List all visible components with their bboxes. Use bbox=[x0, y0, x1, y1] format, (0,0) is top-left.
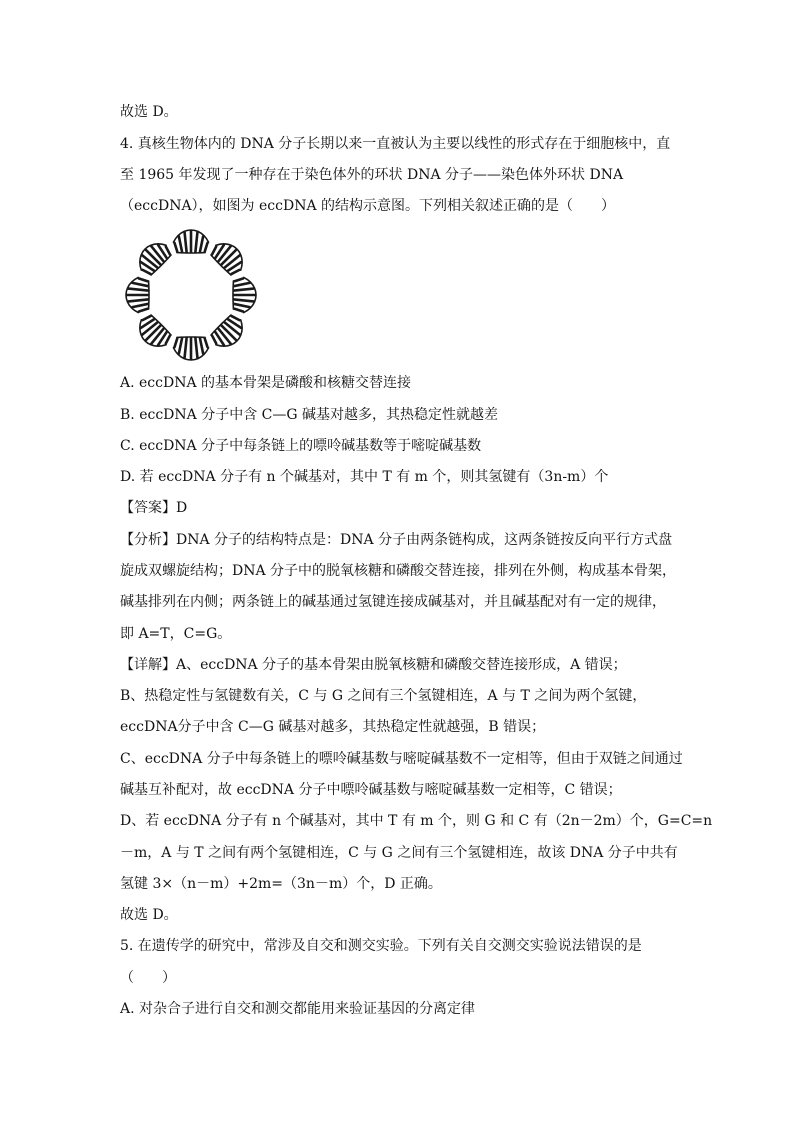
base-pair-rung bbox=[234, 289, 254, 291]
text-line: （ ） bbox=[120, 970, 176, 986]
base-pair-rung bbox=[205, 339, 208, 347]
text-line: 碱基互补配对，故 eccDNA 分子中嘌呤碱基数与嘧啶碱基数一定相等，C 错误； bbox=[120, 782, 622, 798]
option-a: A. 对杂合子进行自交和测交都能用来验证基因的分离定律 bbox=[120, 1001, 476, 1017]
text-line: B、热稳定性与氢键数有关，C 与 G 之间有三个氢键相连，A 与 T 之间为两个氢键， bbox=[120, 688, 647, 704]
text-line: 氢键 3×（n－m）+2m=（3n－m）个，D 正确。 bbox=[120, 876, 442, 892]
text-line: D、若 eccDNA 分子有 n 个碱基对，其中 T 有 m 个，则 G 和 C 有（2n－2m）个，G=C=n bbox=[120, 813, 713, 829]
base-pair-rung bbox=[139, 279, 147, 282]
base-pair-rung bbox=[232, 316, 240, 320]
base-pair-rung bbox=[221, 250, 236, 265]
base-pair-rung bbox=[212, 336, 216, 344]
analysis-line: 【分析】DNA 分子的结构特点是：DNA 分子由两条链构成，这两条链按反向平行方式盘 bbox=[120, 532, 673, 548]
text-line: －m，A 与 T 之间有两个氢键相连，C 与 G 之间有三个氢键相连，故该 DNA 分子中共有 bbox=[120, 845, 678, 861]
base-pair-rung bbox=[128, 299, 148, 301]
text-line: eccDNA分子中含 C—G 碱基对越多，其热稳定性就越强，B 错误； bbox=[120, 719, 546, 735]
option-a: A. eccDNA 的基本骨架是磷酸和核糖交替连接 bbox=[120, 375, 412, 391]
base-pair-rung bbox=[234, 304, 249, 307]
text-line: C、eccDNA 分子中每条链上的嘌呤碱基数与嘧啶碱基数不一定相等，但由于双链之间通过 bbox=[120, 751, 683, 767]
base-pair-rung bbox=[212, 247, 216, 255]
option-c: C. eccDNA 分子中每条链上的嘌呤碱基数等于嘧啶碱基数 bbox=[120, 438, 482, 454]
base-pair-rung bbox=[234, 299, 254, 301]
base-pair-rung bbox=[185, 232, 187, 252]
question-5-stem: 5. 在遗传学的研究中，常涉及自交和测交实验。下列有关自交测交实验说法错误的是 bbox=[120, 938, 642, 954]
base-pair-rung bbox=[143, 316, 151, 320]
base-pair-rung bbox=[128, 289, 148, 291]
text-line: 故选 D。 bbox=[120, 907, 178, 923]
base-pair-rung bbox=[205, 243, 208, 251]
explanation-line: 【详解】A、eccDNA 分子的基本骨架由脱氧核糖和磷酸交替连接形成，A 错误； bbox=[120, 657, 627, 673]
text-line: 至 1965 年发现了一种存在于染色体外的环状 DNA 分子——染色体外环状 DNA bbox=[120, 167, 624, 183]
text-line: 碱基排列在内侧；两条链上的碱基通过氢键连接成碱基对，并且碱基配对有一定的规律， bbox=[120, 594, 666, 610]
base-pair-rung bbox=[195, 338, 197, 358]
base-pair-rung bbox=[221, 325, 236, 340]
base-pair-rung bbox=[146, 250, 161, 265]
base-pair-rung bbox=[132, 304, 147, 307]
base-pair-rung bbox=[235, 279, 243, 282]
base-pair-rung bbox=[166, 247, 170, 255]
question-4-stem: 4. 真核生物体内的 DNA 分子长期以来一直被认为主要以线性的形式存在于细胞核中，直 bbox=[120, 136, 671, 152]
base-pair-rung bbox=[175, 243, 178, 251]
base-pair-rung bbox=[185, 338, 187, 358]
eccdna-ring-icon bbox=[116, 225, 266, 365]
text-line: 旋成双螺旋结构；DNA 分子中的脱氧核糖和磷酸交替连接，排列在外侧，构成基本骨架， bbox=[120, 563, 677, 579]
option-b: B. eccDNA 分子中含 C—G 碱基对越多，其热稳定性就越差 bbox=[120, 407, 498, 423]
base-pair-rung bbox=[179, 236, 182, 251]
base-pair-rung bbox=[179, 338, 182, 353]
base-pair-rung bbox=[175, 339, 178, 347]
base-pair-rung bbox=[146, 325, 161, 340]
base-pair-rung bbox=[235, 309, 243, 312]
base-pair-rung bbox=[232, 270, 240, 274]
base-pair-rung bbox=[139, 309, 147, 312]
option-d: D. 若 eccDNA 分子有 n 个碱基对，其中 T 有 m 个，则其氢键有（3n-m）个 bbox=[120, 469, 609, 485]
base-pair-rung bbox=[234, 283, 249, 286]
text-line: （eccDNA），如图为 eccDNA 的结构示意图。下列相关叙述正确的是（ ） bbox=[120, 198, 616, 214]
text-line: 故选 D。 bbox=[120, 104, 178, 120]
base-pair-rung bbox=[200, 236, 203, 251]
base-pair-rung bbox=[143, 270, 151, 274]
base-pair-rung bbox=[166, 336, 170, 344]
base-pair-rung bbox=[200, 338, 203, 353]
base-pair-rung bbox=[195, 232, 197, 252]
text-line: 即 A=T，C=G。 bbox=[120, 626, 232, 642]
base-pair-rung bbox=[132, 283, 147, 286]
answer-line: 【答案】D bbox=[120, 500, 188, 516]
